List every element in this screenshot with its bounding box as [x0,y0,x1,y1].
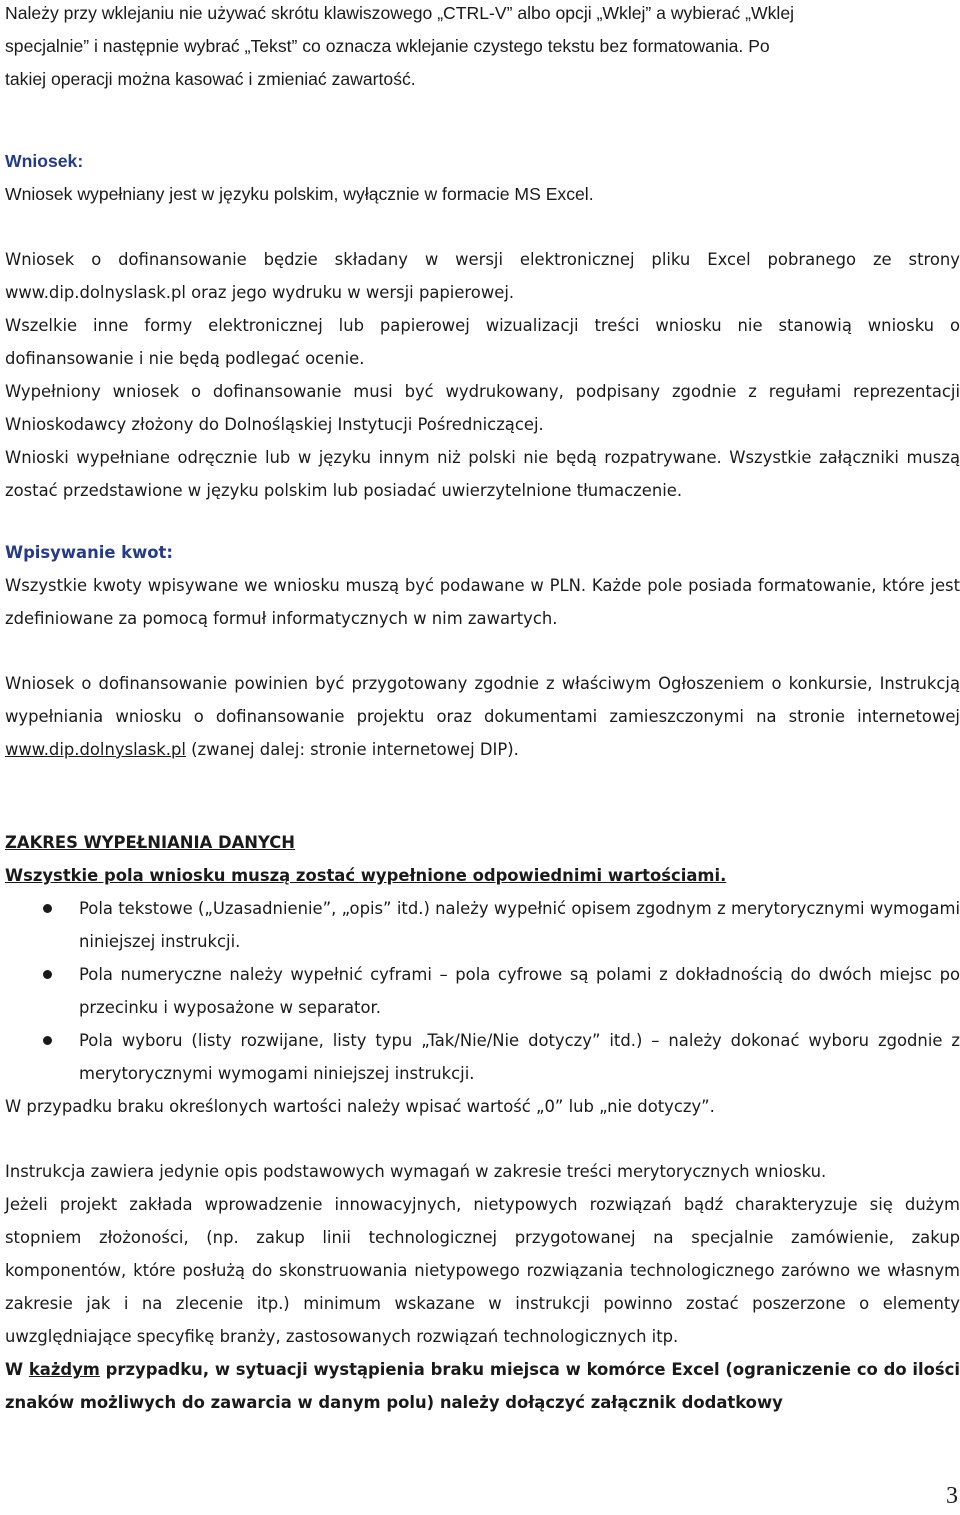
final-text-rest: przypadku, w sytuacji wystąpienia braku miejsca w komórce Excel (ograniczenie co do ilości znaków możliwych do zawarcia w danym polu) należy dołączyć załącznik dodatkowy [5,1360,960,1412]
ogloszenie-text-end: (zwanej dalej: stronie internetowej DIP). [185,740,519,759]
bullet-icon [43,970,52,979]
zakres-heading: ZAKRES WYPEŁNIANIA DANYCH [5,833,296,852]
wniosek-section [5,145,960,211]
paragraph-wydrukowany: Wypełniony wniosek o dofinansowanie musi być wydrukowany, podpisany zgodnie z regułami reprezentacji Wnioskodawcy złożony do Dolnośląskiej Instytucji Pośredniczącej. [5,382,960,434]
kwoty-text: Wszystkie kwoty wpisywane we wniosku muszą być podawane w PLN. Każde pole posiada formatowanie, które jest zdefiniowane za pomocą formuł informatycznych w nim zawartych. [5,576,960,628]
list-item [5,1024,960,1090]
bullet-text-pola-numeryczne: Pola numeryczne należy wypełnić cyframi – pola cyfrowe są polami z dokładnością do dwóch miejsc po przecinku i wyposażone w separator. [79,965,960,1017]
instrukcja-paragraph-1: Instrukcja zawiera jedynie opis podstawowych wymagań w zakresie treści merytorycznych wniosku. [5,1162,827,1181]
list-item [5,892,960,958]
bullet-icon [43,1036,52,1045]
kwoty-heading: Wpisywanie kwot: [5,543,173,562]
paragraph-elektroniczna: Wniosek o dofinansowanie będzie składany w wersji elektronicznej pliku Excel pobranego ze strony www.dip.dolnyslask.pl oraz jego wydruku w wersji papierowej. [5,250,960,302]
bullet-text-pola-tekstowe: Pola tekstowe („Uzasadnienie”, „opis” itd.) należy wypełnić opisem zgodnym z merytorycznymi wymogami niniejszej instrukcji. [79,899,960,951]
bullet-icon [43,904,52,913]
ogloszenie-paragraph [5,667,960,766]
instrukcja-section [5,1155,960,1419]
bullet-text-pola-wyboru: Pola wyboru (listy rozwijane, listy typu „Tak/Nie/Nie dotyczy” itd.) – należy dokonać wyboru zgodnie z merytorycznymi wymogami niniejszej instrukcji. [79,1031,960,1083]
wniosek-paragraphs [5,243,960,507]
final-paragraph [5,1353,960,1419]
zakres-bullet-list [5,892,960,1090]
dip-website-link[interactable]: www.dip.dolnyslask.pl [5,740,186,759]
paragraph-wizualizacja: Wszelkie inne formy elektronicznej lub papierowej wizualizacji treści wniosku nie stanowią wniosku o dofinansowanie i nie będą podlegać ocenie. [5,316,960,368]
final-text-kazdym: każdym [28,1360,100,1379]
ogloszenie-text: Wniosek o dofinansowanie powinien być przygotowany zgodnie z właściwym Ogłoszeniem o konkursie, Instrukcją wypełniania wniosku o dofinansowanie projektu oraz dokumentami zamieszczonymi na stronie internetowej [5,674,960,726]
intro-line-3: takiej operacji można kasować i zmieniać zawartość. [5,69,416,89]
page-number: 3 [946,1483,958,1509]
list-item [5,958,960,1024]
kwoty-section [5,536,960,635]
intro-line-1: Należy przy wklejaniu nie używać skrótu klawiszowego „CTRL-V” albo opcji „Wklej” a wybierać „Wklej [5,3,795,23]
zakres-section [5,826,960,1123]
instrukcja-paragraph-2: Jeżeli projekt zakłada wprowadzenie innowacyjnych, nietypowych rozwiązań bądź charakteryzuje się dużym stopniem złożoności, (np. zakup linii technologicznej przygotowanej na specjalnie zamówienie, zakup komponentów, które posłużą do skonstruowania nietypowego rozwiązania technologicznego zarówno we własnym zakresie jak i na zlecenie itp.) minimum wskazane w instrukcji powinno zostać poszerzone o elementy uwzględniające specyfikę branży, zastosowanych rozwiązań technologicznych itp. [5,1195,960,1346]
wniosek-heading: Wniosek: [5,151,84,171]
final-text-w: W [5,1360,29,1379]
intro-line-2: specjalnie” i następnie wybrać „Tekst” co oznacza wklejanie czystego tekstu bez formatowania. Po [5,36,770,56]
paragraph-odrecznie: Wnioski wypełniane odręcznie lub w języku innym niż polski nie będą rozpatrywane. Wszystkie załączniki muszą zostać przedstawione w języku polskim lub posiadać uwierzytelnione tłumaczenie. [5,448,960,500]
wniosek-text: Wniosek wypełniany jest w języku polskim, wyłącznie w formacie MS Excel. [5,184,594,204]
ogloszenie-section [5,667,960,766]
intro-block [5,0,960,96]
zakres-note: W przypadku braku określonych wartości należy wpisać wartość „0” lub „nie dotyczy”. [5,1097,715,1116]
zakres-subheading: Wszystkie pola wniosku muszą zostać wypełnione odpowiednimi wartościami. [5,866,727,885]
